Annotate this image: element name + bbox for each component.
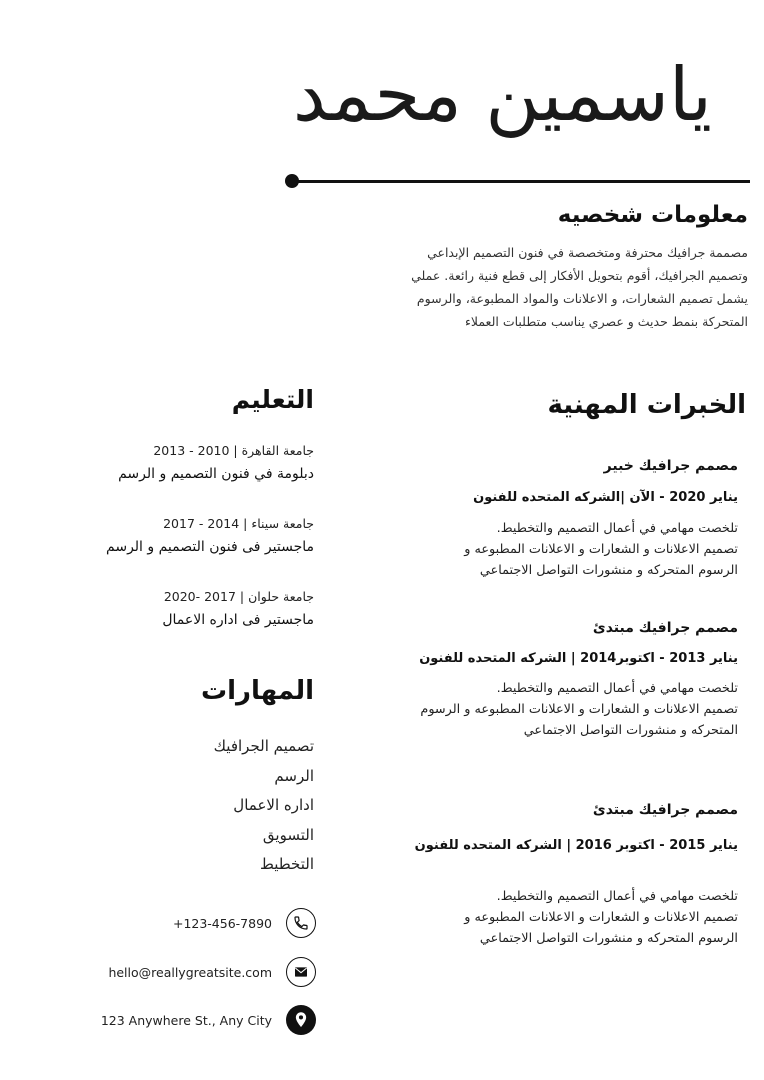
job-desc-line: المتحركه و منشورات التواصل الاجتماعي (523, 723, 738, 738)
skills-list (114, 732, 314, 880)
divider-dot (285, 174, 299, 188)
profile-heading: معلومات شخصيه (557, 202, 748, 228)
email-icon (286, 957, 316, 987)
job-desc-line: تصميم الاعلانات و الشعارات و الاعلانات المطبوعه و (464, 910, 738, 925)
job-description (348, 678, 738, 741)
job-desc-line: تلخصت مهامي في أعمال التصميم والتخطيط. (496, 681, 738, 696)
education-meta: جامعة سيناء | 2014 - 2017 (163, 516, 314, 531)
profile-line: وتصميم الجرافيك، أقوم بتحويل الأفكار إلى قطع فنية رائعة. عملي (411, 268, 748, 283)
job-title: مصمم جرافيك مبتدئ (592, 620, 738, 636)
education-entry (24, 516, 314, 555)
skill-item: الرسم (274, 766, 314, 785)
job-entry (348, 802, 738, 949)
education-entry (24, 589, 314, 628)
profile-line: مصممة جرافيك محترفة ومتخصصة في فنون التصميم الإبداعي (427, 245, 748, 260)
education-degree: ماجستير فى اداره الاعمال (162, 612, 314, 628)
address-text: 123 Anywhere St., Any City (100, 1012, 272, 1028)
job-desc-line: الرسوم المتحركه و منشورات التواصل الاجتماعي (479, 563, 738, 578)
job-meta: يناير 2015 - اكتوبر 2016 | الشركه المتحده للفنون (414, 838, 738, 853)
skill-item: اداره الاعمال (233, 796, 314, 814)
location-pin-icon (286, 1005, 316, 1035)
education-meta: جامعة حلوان | 2017 -2020 (163, 589, 314, 604)
job-description (348, 518, 738, 581)
skill-item: تصميم الجرافيك (213, 737, 314, 755)
contact-phone (0, 908, 316, 938)
profile-line: يشمل تصميم الشعارات، و الاعلانات والمواد المطبوعة، والرسوم (416, 291, 748, 306)
skills-heading: المهارات (200, 676, 314, 706)
profile-text (358, 241, 748, 333)
phone-text[interactable]: +123-456-7890 (172, 915, 272, 931)
job-title: مصمم جرافيك خبير (603, 458, 738, 474)
job-desc-line: تصميم الاعلانات و الشعارات و الاعلانات المطبوعه و (464, 542, 738, 557)
job-desc-line: الرسوم المتحركه و منشورات التواصل الاجتماعي (479, 931, 738, 946)
education-heading: التعليم (231, 385, 314, 414)
job-title: مصمم جرافيك مبتدئ (592, 802, 738, 818)
experience-heading: الخبرات المهنية (547, 390, 746, 420)
email-text[interactable]: hello@reallygreatsite.com (108, 964, 272, 980)
job-description (348, 886, 738, 949)
job-meta: يناير 2013 - اكتوبر2014 | الشركه المتحده للفنون (419, 651, 738, 666)
education-degree: ماجستير فى فنون التصميم و الرسم (106, 539, 314, 555)
job-desc-line: تلخصت مهامي في أعمال التصميم والتخطيط. (496, 521, 738, 536)
contact-email (0, 957, 316, 987)
job-entry (348, 458, 738, 581)
phone-icon (286, 908, 316, 938)
job-entry (348, 620, 738, 741)
profile-line: المتحركة بنمط حديث و عصري يناسب متطلبات العملاء (464, 314, 748, 329)
education-entry (24, 443, 314, 482)
education-meta: جامعة القاهرة | 2010 - 2013 (153, 443, 314, 458)
job-desc-line: تصميم الاعلانات و الشعارات و الاعلانات المطبوعه و الرسوم (420, 702, 738, 717)
job-meta: يناير 2020 - الآن |الشركه المتحده للفنون (473, 490, 738, 505)
job-desc-line: تلخصت مهامي في أعمال التصميم والتخطيط. (496, 889, 738, 904)
contact-address (0, 1005, 316, 1035)
skill-item: التسويق (262, 825, 314, 844)
person-name: ياسمين محمد (292, 52, 712, 138)
skill-item: التخطيط (259, 855, 314, 873)
education-degree: دبلومة في فنون التصميم و الرسم (118, 466, 314, 482)
header-divider (292, 180, 750, 183)
